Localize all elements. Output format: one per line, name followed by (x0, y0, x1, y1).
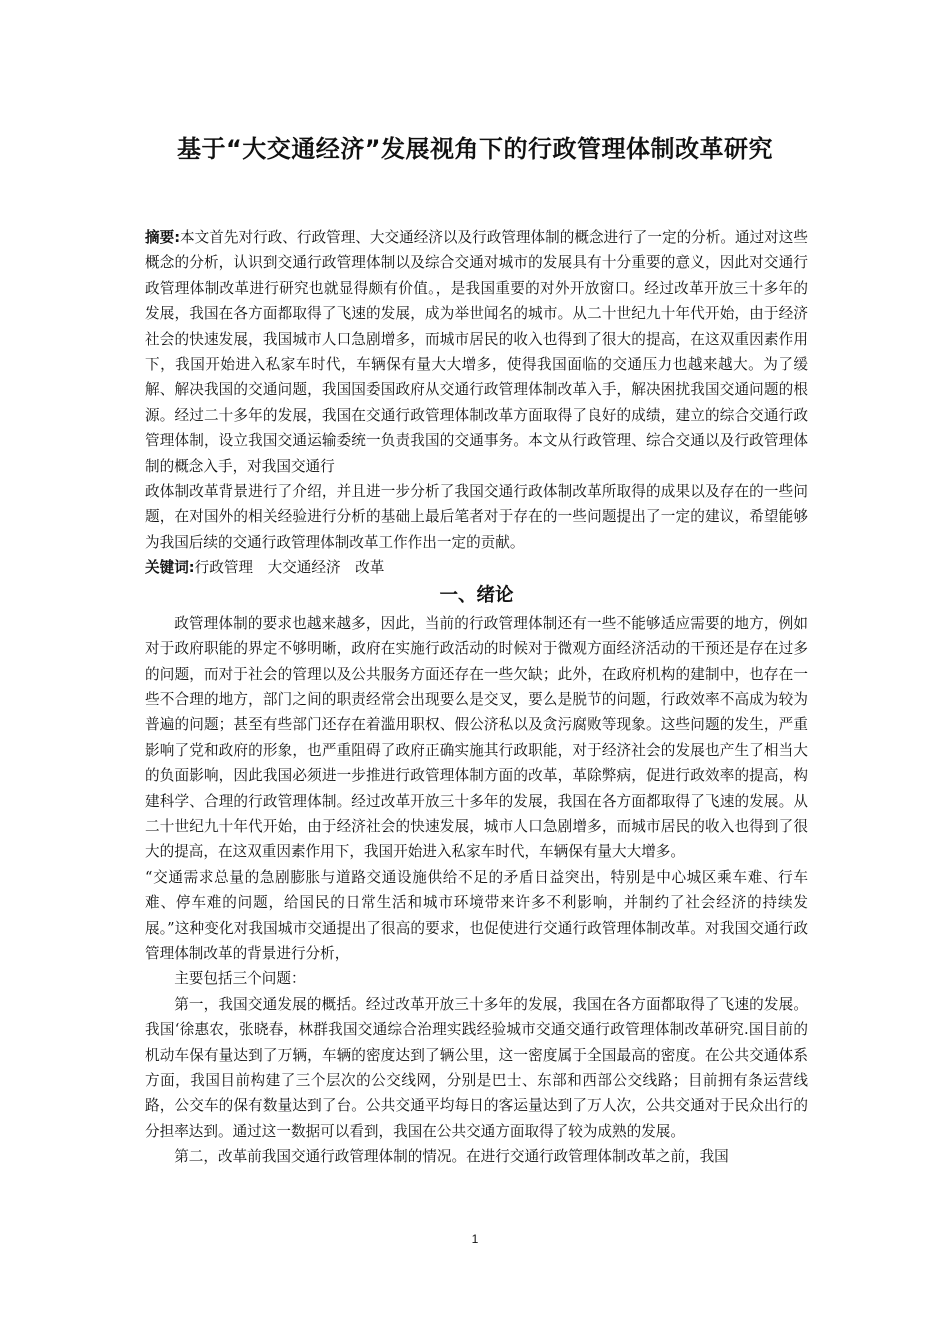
section-heading: 一、绪论 (439, 584, 514, 606)
body-paragraph-quote: “交通需求总量的急剧膨胀与道路交通设施供给不足的矛盾日益突出，特别是中心城区乘车难、行车难、停车难的问题，给国民的日常生活和城市环境带来许多不利影响，并制约了社会经济的持续发展。”这种变化对我国城市交通提出了很高的要求，也促使进行交通行政管理体制改革。对我国交通行政管理体制改革的背景进行分析， (145, 868, 808, 962)
document-body (145, 225, 808, 1170)
keywords-line (145, 555, 808, 580)
body-paragraph: 政管理体制的要求也越来越多，因此，当前的行政管理体制还有一些不能够适应需要的地方，例如对于政府职能的界定不够明晰，政府在实施行政活动的时候对于微观方面经济活动的干预还是存在过多的问题，而对于社会的管理以及公共服务方面还存在一些欠缺；此外，在政府机构的建制中，也存在一些不合理的地方，部门之间的职责经常会出现要么是交叉，要么是脱节的问题，行政效率不高成为较为普遍的问题；甚至有些部门还存在着滥用职权、假公济私以及贪污腐败等现象。这些问题的发生，严重影响了党和政府的形象，也严重阻碍了政府正确实施其行政职能，对于经济社会的发展也产生了相当大的负面影响，因此我国必须进一步推进行政管理体制方面的改革，革除弊病，促进行政效率的提高，构建科学、合理的行政管理体制。经过改革开放三十多年的发展，我国在各方面都取得了飞速的发展。从二十世纪九十年代开始，由于经济社会的快速发展，城市人口急剧增多，而城市居民的收入也得到了很大的提高，在这双重因素作用下，我国开始进入私家车时代，车辆保有量大大增多。 (145, 614, 808, 861)
body-paragraph: 第一，我国交通发展的概括。经过改革开放三十多年的发展，我国在各方面都取得了飞速的发展。我国‘徐惠农，张晓春，林群我国交通综合治理实践经验城市交通交通行政管理体制改革研究.国目前的机动车保有量达到了万辆，车辆的密度达到了辆公里，这一密度属于全国最高的密度。在公共交通体系方面，我国目前构建了三个层次的公交线网，分别是巴士、东部和西部公交线路；目前拥有条运营线路，公交车的保有数量达到了台。公共交通平均每日的客运量达到了万人次，公共交通对于民众出行的分担率达到。通过这一数据可以看到，我国在公共交通方面取得了较为成熟的发展。 (145, 995, 808, 1140)
abstract-paragraph (145, 225, 808, 479)
abstract-text: 本文首先对行政、行政管理、大交通经济以及行政管理体制的概念进行了一定的分析。通过对这些概念的分析，认识到交通行政管理体制以及综合交通对城市的发展具有十分重要的意义，因此对交通行政管理体制改革进行研究也就显得颇有价值。，是我国重要的对外开放窗口。经过改革开放三十多年的发展，我国在各方面都取得了飞速的发展，成为举世闻名的城市。从二十世纪九十年代开始，由于经济社会的快速发展，我国城市人口急剧增多，而城市居民的收入也得到了很大的提高，在这双重因素作用下，我国开始进入私家车时代，车辆保有量大大增多，使得我国面临的交通压力也越来越大。为了缓解、解决我国的交通问题，我国国委国政府从交通行政管理体制改革入手，解决困扰我国交通问题的根源。经过二十多年的发展，我国在交通行政管理体制改革方面取得了良好的成绩，建立的综合交通行政管理体制，设立我国交通运输委统一负责我国的交通事务。本文从行政管理、综合交通以及行政管理体制的概念入手，对我国交通行 (145, 229, 808, 475)
abstract-label: 摘要: (145, 229, 181, 246)
keywords-text: 行政管理 大交通经济 改革 (194, 559, 385, 577)
keywords-label: 关键词: (145, 559, 195, 577)
body-paragraph: 第二，改革前我国交通行政管理体制的情况。在进行交通行政管理体制改革之前，我国 (174, 1148, 729, 1166)
document-title: 基于“大交通经济”发展视角下的行政管理体制改革研究 (176, 135, 774, 163)
page-number: 1 (471, 1232, 479, 1246)
body-paragraph: 主要包括三个问题： (174, 970, 306, 988)
abstract-paragraph-continued: 政体制改革背景进行了介绍，并且进一步分析了我国交通行政体制改革所取得的成果以及存在的一些问题，在对国外的相关经验进行分析的基础上最后笔者对于存在的一些问题提出了一定的建议，希望能够为我国后续的交通行政管理体制改革工作作出一定的贡献。 (145, 483, 808, 551)
